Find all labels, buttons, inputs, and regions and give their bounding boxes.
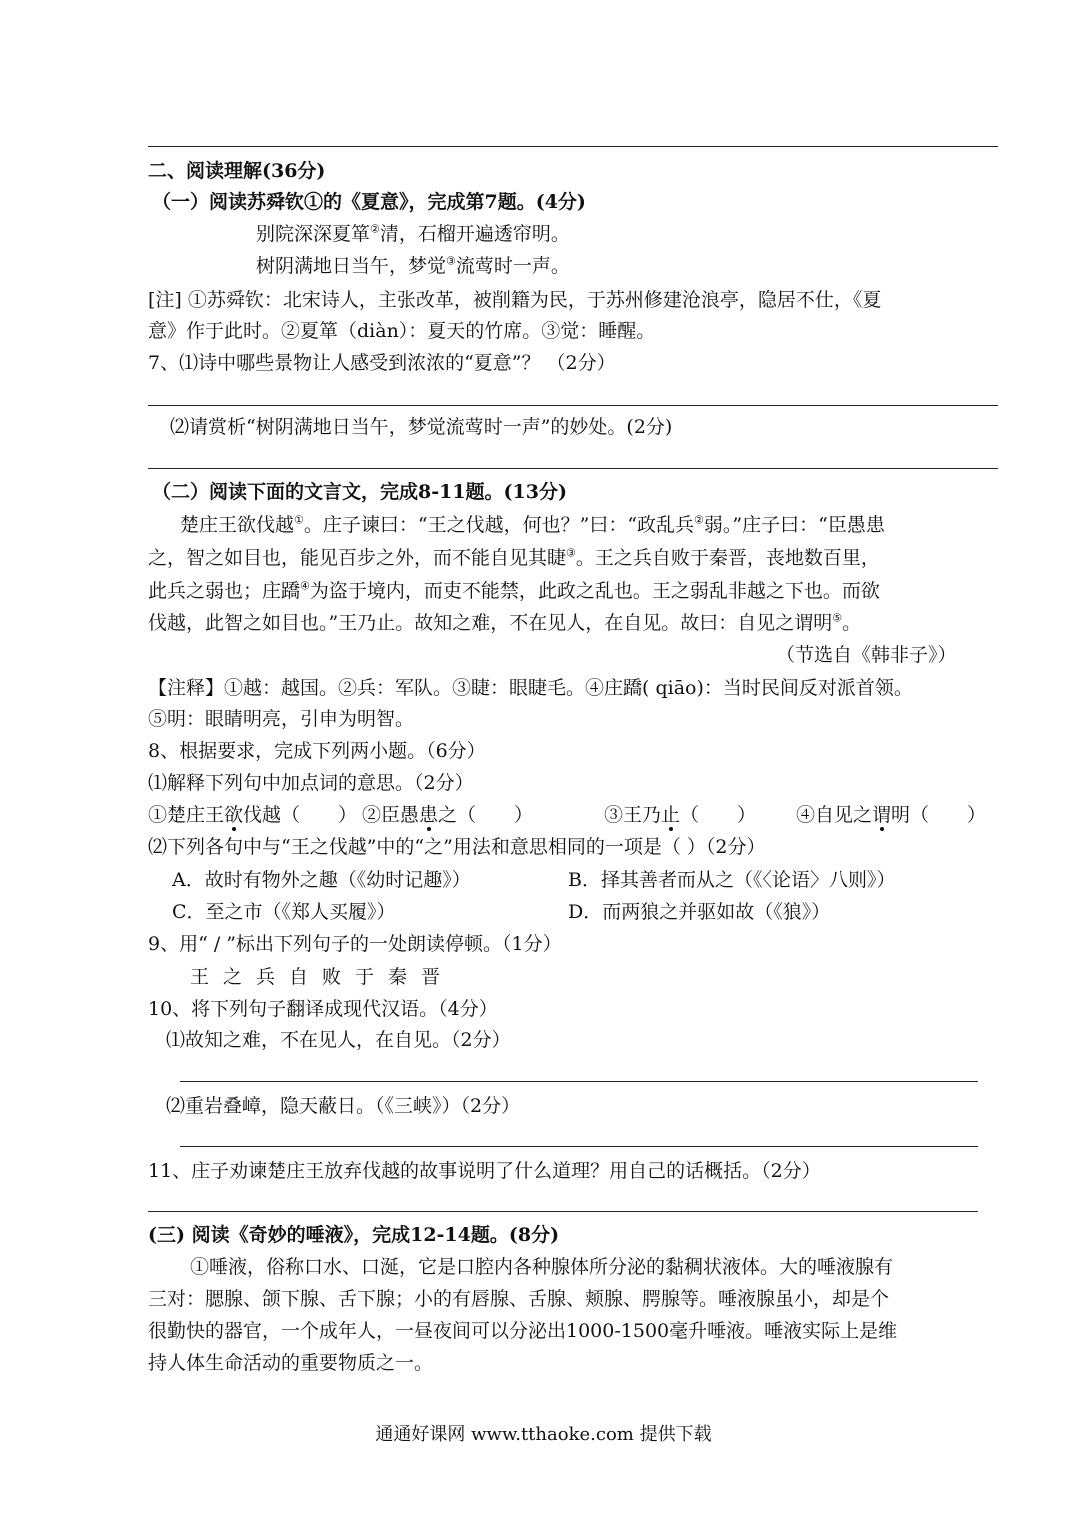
option-a[interactable]: A．故时有物外之趣（《幼时记趣》） — [172, 869, 471, 891]
passage-notes-line-1: 【注释】①越：越国。②兵：军队。③睫：眼睫毛。④庄蹻( qiāo)：当时民间反对派首领。 — [148, 677, 913, 699]
footer-text: 通通好课网 www.tthaoke.com 提供下载 — [375, 1424, 712, 1445]
word-item-4 — [796, 802, 1006, 828]
footnote-mark-2: ② — [694, 513, 704, 527]
article-line-3: 很勤快的器官，一个成年人，一昼夜间可以分泌出1000-1500毫升唾液。唾液实际上是维 — [148, 1320, 898, 1342]
question-7-1: 7、⑴诗中哪些景物让人感受到浓浓的“夏意”？ （2分） — [148, 352, 616, 374]
question-8-2: ⑵下列各句中与“王之伐越”中的“之”用法和意思相同的一项是（ ）（2分） — [148, 836, 766, 858]
dotted-word-3: 止 — [661, 804, 681, 826]
poem-footnote-mark-2: ② — [370, 222, 380, 236]
passage-line-4-a: 伐越，此智之如目也。”王乃止。故知之难，不在见人，在自见。故曰：自见之谓明 — [148, 612, 833, 634]
passage-line-3-a: 此兵之弱也；庄蹻 — [148, 580, 301, 602]
passage-line-1 — [180, 512, 1040, 538]
passage-line-2-a: 之，智之如目也，能见百步之外，而不能自见其睫 — [148, 547, 567, 569]
answer-line-10-1[interactable] — [180, 1081, 978, 1082]
passage-line-3 — [148, 578, 1008, 604]
answer-line-7-2[interactable] — [148, 468, 998, 469]
answer-line-7-1[interactable] — [148, 405, 998, 406]
top-rule — [148, 146, 998, 147]
poem-line-2 — [256, 253, 1087, 279]
passage-line-1-b: 。庄子谏曰：“王之伐越，何也？”曰：“政乱兵 — [303, 514, 695, 536]
question-10-2: ⑵重岩叠嶂，隐天蔽日。（《三峡》）（2分） — [166, 1095, 521, 1117]
passage-line-3-b: 为盗于境内，而吏不能禁，此政之乱也。王之弱乱非越之下也。而欲 — [309, 580, 880, 602]
word-item-1-pre: ①楚庄王 — [148, 804, 225, 826]
option-d[interactable]: D．而两狼之并驱如故（《狼》） — [568, 901, 831, 923]
article-line-2: 三对：腮腺、颌下腺、舌下腺；小的有唇腺、舌腺、颊腺、腭腺等。唾液腺虽小，却是个 — [148, 1288, 890, 1310]
dotted-word-1: 欲 — [224, 804, 244, 826]
passage-line-2-b: 。王之兵自败于秦晋，丧地数百里， — [575, 547, 880, 569]
answer-line-11[interactable] — [148, 1211, 978, 1212]
word-item-1 — [148, 802, 358, 828]
word-item-2-close: ） — [514, 804, 534, 826]
poem-note-line-1: [注] ①苏舜钦：北宋诗人，主张改革，被削籍为民，于苏州修建沧浪亭，隐居不仕，《夏 — [148, 289, 882, 311]
word-item-4-pre: ④自见之 — [796, 804, 873, 826]
word-item-4-close: ） — [967, 804, 987, 826]
option-b[interactable]: B．择其善者而从之（《〈论语〉八则》） — [568, 869, 896, 891]
answer-line-10-2[interactable] — [180, 1146, 978, 1147]
passage-line-4-b: 。 — [842, 612, 862, 634]
poem-note-line-2: 意》作于此时。②夏箪（diàn）：夏天的竹席。③觉：睡醒。 — [148, 320, 656, 342]
question-9-sentence[interactable]: 王之兵自败于秦晋 — [190, 966, 455, 988]
poem-line-1-part2: 清，石榴开遍透帘明。 — [379, 223, 570, 245]
question-8: 8、根据要求，完成下列两小题。（6分） — [148, 740, 486, 762]
passage-line-1-c: 弱。”庄子曰：“臣愚患 — [703, 514, 885, 536]
part3-heading: (三) 阅读《奇妙的唾液》，完成12-14题。(8分) — [148, 1224, 560, 1246]
section-heading: 二、阅读理解(36分) — [148, 160, 326, 182]
poem-line-1-part1: 别院深深夏箪 — [256, 223, 371, 245]
footnote-mark-5: ⑤ — [832, 611, 843, 625]
poem-line-1 — [256, 221, 1087, 247]
dotted-word-4: 谓 — [872, 804, 892, 826]
word-item-2 — [362, 802, 582, 828]
article-line-4: 持人体生命活动的重要物质之一。 — [148, 1352, 434, 1374]
question-7-2: ⑵请赏析“树阴满地日当午，梦觉流莺时一声”的妙处。(2分) — [170, 416, 673, 438]
question-11: 11、庄子劝谏楚庄王放弃伐越的故事说明了什么道理？用自己的话概括。（2分） — [148, 1160, 821, 1182]
footnote-mark-1: ① — [294, 513, 304, 527]
footnote-mark-3: ③ — [566, 546, 576, 560]
word-item-1-close: ） — [338, 804, 358, 826]
word-item-3-close: ） — [737, 804, 757, 826]
question-8-1: ⑴解释下列句中加点词的意思。（2分） — [148, 772, 474, 794]
passage-line-2 — [148, 545, 1008, 571]
poem-line-2-part2: 流莺时一声。 — [455, 255, 570, 277]
word-item-2-pre: ②臣愚 — [362, 804, 420, 826]
question-10-1: ⑴故知之难，不在见人，在自见。（2分） — [166, 1029, 511, 1051]
question-9: 9、用“ / ”标出下列句子的一处朗读停顿。（1分） — [148, 933, 562, 955]
word-item-3-post: （ — [680, 804, 700, 826]
part2-heading: （二）阅读下面的文言文，完成8-11题。(13分) — [152, 481, 567, 503]
article-line-1: ①唾液，俗称口水、口涎，它是口腔内各种腺体所分泌的黏稠状液体。大的唾液腺有 — [190, 1256, 894, 1278]
passage-source: （节选自《韩非子》） — [776, 644, 957, 666]
passage-notes-line-2: ⑤明：眼睛明亮，引申为明智。 — [148, 708, 415, 730]
word-item-1-post: 伐越（ — [243, 804, 301, 826]
passage-line-4 — [148, 610, 1008, 636]
option-c[interactable]: C．至之市（《郑人买履》） — [172, 901, 396, 923]
passage-line-1-a: 楚庄王欲伐越 — [180, 514, 295, 536]
part1-heading: （一）阅读苏舜钦①的《夏意》，完成第7题。(4分) — [152, 191, 586, 213]
dotted-word-2: 患 — [419, 804, 439, 826]
poem-footnote-mark-3: ③ — [446, 254, 456, 268]
poem-line-2-part1: 树阴满地日当午，梦觉 — [256, 255, 447, 277]
footnote-mark-4: ④ — [300, 579, 310, 593]
word-item-2-post: 之（ — [438, 804, 477, 826]
word-item-3-pre: ③王乃 — [604, 804, 662, 826]
question-10: 10、将下列句子翻译成现代汉语。（4分） — [148, 998, 498, 1020]
word-item-4-post: 明（ — [891, 804, 930, 826]
word-item-3 — [604, 802, 784, 828]
